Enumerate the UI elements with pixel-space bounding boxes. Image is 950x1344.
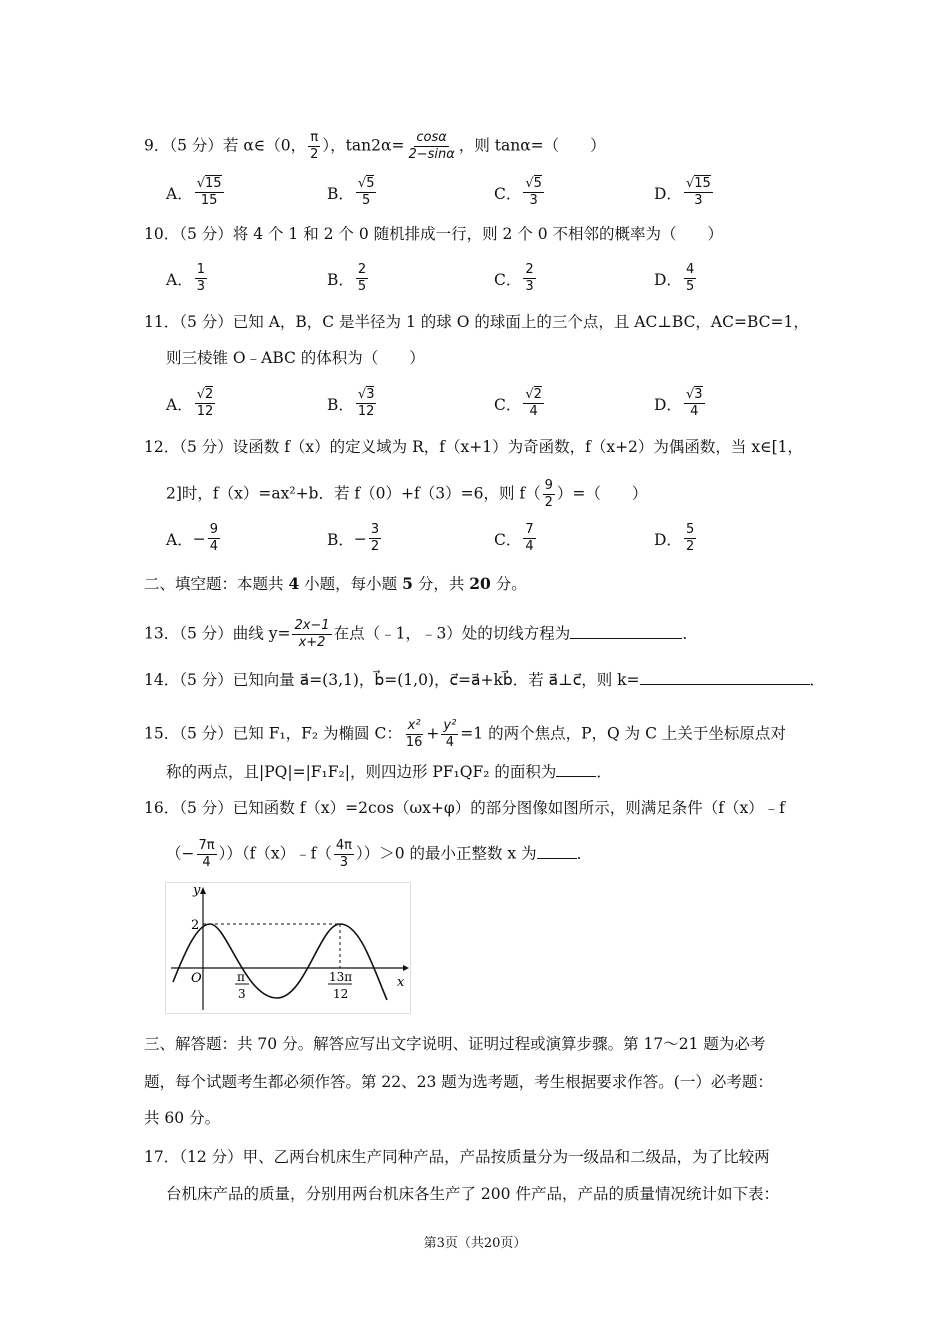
option-num: √5 bbox=[357, 176, 375, 191]
tick-1-numerator: π bbox=[237, 970, 245, 984]
q13-frac-num: 2x−1 bbox=[294, 618, 330, 633]
question-11-line1: 11．（5 分）已知 A，B，C 是半径为 1 的球 O 的球面上的三个点，且 AC⊥BC，AC=BC=1， bbox=[144, 313, 809, 331]
q14-end: ． bbox=[809, 671, 826, 689]
option-label: A． bbox=[166, 395, 193, 414]
q9-option-a[interactable] bbox=[166, 176, 226, 209]
option-den: 3 bbox=[525, 279, 534, 294]
option-label: B． bbox=[327, 270, 354, 289]
q9-end: ，则 tanα=（ ） bbox=[458, 136, 606, 155]
option-fraction bbox=[195, 176, 224, 209]
option-den: 5 bbox=[362, 193, 371, 208]
option-label: B． bbox=[327, 395, 354, 414]
q9-rhs-fraction bbox=[406, 130, 456, 163]
option-label: C． bbox=[494, 184, 522, 203]
q13-answer-blank[interactable] bbox=[570, 638, 682, 639]
q15-plus: + bbox=[426, 724, 440, 743]
q9-rhs-num: cosα bbox=[416, 130, 447, 145]
q11-option-a[interactable] bbox=[166, 387, 217, 420]
option-den: 4 bbox=[690, 404, 699, 419]
option-fraction bbox=[356, 387, 377, 420]
q14-answer-blank[interactable] bbox=[640, 684, 810, 685]
q15-f2-num: y² bbox=[443, 718, 457, 733]
option-num: 1 bbox=[196, 262, 205, 277]
option-fraction bbox=[356, 262, 368, 295]
option-den: 4 bbox=[209, 539, 218, 554]
q15-fraction-1 bbox=[404, 718, 425, 751]
option-num: 5 bbox=[685, 522, 695, 537]
origin-label: O bbox=[191, 971, 202, 986]
q15-line2-text: 称的两点，且|PQ|=|F₁F₂|，则四边形 PF₁QF₂ 的面积为 bbox=[166, 763, 557, 781]
q16-cosine-graph bbox=[165, 882, 411, 1014]
option-den: 4 bbox=[525, 539, 534, 554]
option-num: √5 bbox=[525, 176, 542, 191]
option-fraction bbox=[684, 387, 705, 420]
question-17-line2: 台机床产品的质量，分别用两台机床各生产了 200 件产品，产品的质量情况统计如下表： bbox=[166, 1185, 779, 1203]
question-11-line2: 则三棱锥 O﹣ABC 的体积为（ ） bbox=[166, 349, 425, 367]
option-den: 4 bbox=[529, 404, 538, 419]
q13-pre: 13．（5 分）曲线 y= bbox=[144, 624, 291, 643]
option-fraction bbox=[523, 262, 535, 295]
radicand: 5 bbox=[533, 176, 542, 191]
s2-each: 5 bbox=[402, 574, 413, 593]
section-3-line1: 三、解答题：共 70 分。解答应写出文字说明、证明过程或演算步骤。第 17～21 题为必考 bbox=[144, 1035, 766, 1053]
max-value-label: 2 bbox=[191, 918, 200, 933]
option-num: √3 bbox=[357, 387, 375, 402]
s2-total: 20 bbox=[469, 574, 491, 593]
q13-end: ． bbox=[682, 624, 698, 643]
option-den: 12 bbox=[196, 404, 214, 419]
q9-option-d[interactable] bbox=[654, 176, 715, 209]
option-label: A． bbox=[166, 270, 193, 289]
option-num: 4 bbox=[685, 262, 695, 277]
q10-option-b[interactable] bbox=[327, 262, 370, 295]
radicand: 5 bbox=[366, 176, 375, 191]
option-num: 2 bbox=[357, 262, 367, 277]
q15-end: ． bbox=[596, 763, 612, 781]
option-fraction bbox=[195, 387, 216, 420]
question-16-line2 bbox=[166, 838, 592, 871]
q12-fraction bbox=[543, 478, 555, 511]
option-num: √3 bbox=[685, 387, 703, 402]
option-label: C． bbox=[494, 270, 522, 289]
question-9 bbox=[144, 130, 606, 163]
option-label: D． bbox=[654, 270, 682, 289]
q11-option-d[interactable] bbox=[654, 387, 707, 420]
option-den: 15 bbox=[200, 193, 218, 208]
option-fraction bbox=[684, 522, 696, 555]
q16-answer-blank[interactable] bbox=[537, 858, 577, 859]
option-label: D． bbox=[654, 395, 682, 414]
q14-text: 14．（5 分）已知向量 a⃗=(3,1)，b⃗=(1,0)，c⃗=a⃗+kb⃗．若 a⃗⊥c⃗，则 k= bbox=[144, 671, 640, 689]
q9-option-c[interactable] bbox=[494, 176, 546, 209]
q12-line2-start: 2]时，f（x）=ax²+b．若 f（0）+f（3）=6，则 f（ bbox=[166, 484, 541, 503]
q16-line2-end: ））＞0 的最小正整数 x 为 bbox=[355, 844, 537, 863]
option-den: 5 bbox=[685, 279, 695, 294]
s2-mid2: 分，共 bbox=[412, 575, 470, 593]
option-fraction bbox=[523, 176, 544, 209]
q11-option-c[interactable] bbox=[494, 387, 546, 420]
option-sign: − bbox=[192, 529, 206, 548]
q15-pre: 15．（5 分）已知 F₁，F₂ 为椭圆 C： bbox=[144, 724, 402, 743]
q16-f1-num: 7π bbox=[198, 838, 215, 853]
option-num: 9 bbox=[209, 522, 218, 537]
q10-option-c[interactable] bbox=[494, 262, 538, 295]
question-12-line1: 12．（5 分）设函数 f（x）的定义域为 R，f（x+1）为奇函数，f（x+2）为偶函数，当 x∈[1， bbox=[144, 438, 803, 456]
q13-post: 在点（﹣1，﹣3）处的切线方程为 bbox=[333, 624, 571, 643]
option-num: 7 bbox=[525, 522, 534, 537]
option-label: B． bbox=[327, 184, 354, 203]
q9-middle: ），tan2α= bbox=[322, 136, 405, 155]
q12-frac-num: 9 bbox=[544, 478, 553, 493]
option-sign: − bbox=[353, 529, 367, 548]
q16-end: ． bbox=[576, 844, 593, 863]
option-den: 2 bbox=[370, 539, 380, 554]
option-label: C． bbox=[494, 395, 522, 414]
option-label: D． bbox=[654, 184, 682, 203]
option-den: 2 bbox=[685, 539, 695, 554]
option-fraction bbox=[195, 262, 207, 295]
question-15-line2 bbox=[166, 762, 612, 782]
y-axis-label: y bbox=[193, 883, 201, 898]
option-num: 2 bbox=[525, 262, 534, 277]
q12-option-b[interactable] bbox=[327, 522, 383, 555]
q16-line2-start: （− bbox=[166, 844, 195, 863]
section-3-line3: 共 60 分。 bbox=[144, 1109, 221, 1127]
q16-fraction-1 bbox=[197, 838, 217, 871]
q15-answer-blank[interactable] bbox=[556, 776, 596, 777]
option-den: 3 bbox=[196, 279, 205, 294]
q16-line2-middle: ））（f（x）﹣f（ bbox=[218, 844, 332, 863]
q16-f2-num: 4π bbox=[335, 838, 352, 853]
q15-fraction-2 bbox=[441, 718, 458, 751]
option-fraction bbox=[523, 387, 544, 420]
option-label: A． bbox=[166, 184, 193, 203]
question-12-line2 bbox=[166, 478, 647, 511]
tick-1-denominator: 3 bbox=[238, 987, 246, 1001]
option-num: √15 bbox=[196, 176, 222, 191]
q9-interval-fraction bbox=[308, 130, 320, 163]
q16-f1-den: 4 bbox=[202, 855, 211, 870]
radicand: 15 bbox=[694, 176, 711, 191]
q11-option-b[interactable] bbox=[327, 387, 378, 420]
option-fraction bbox=[684, 262, 696, 295]
q15-f2-den: 4 bbox=[445, 735, 454, 750]
option-den: 12 bbox=[357, 404, 375, 419]
option-fraction bbox=[208, 522, 220, 555]
option-label: B． bbox=[327, 530, 354, 549]
option-fraction bbox=[523, 522, 535, 555]
q9-option-b[interactable] bbox=[327, 176, 378, 209]
s2-count: 4 bbox=[288, 574, 300, 593]
radicand: 15 bbox=[205, 176, 222, 191]
question-13 bbox=[144, 618, 698, 651]
q15-post: =1 的两个焦点，P，Q 为 C 上关于坐标原点对 bbox=[460, 724, 786, 743]
option-den: 3 bbox=[529, 193, 538, 208]
option-num: √2 bbox=[196, 387, 214, 402]
option-den: 3 bbox=[694, 193, 703, 208]
q9-stem: 9．（5 分）若 α∈（0， bbox=[144, 136, 307, 155]
option-label: A． bbox=[166, 530, 193, 549]
question-17-line1: 17．（12 分）甲、乙两台机床生产同种产品，产品按质量分为一级品和二级品，为了比较两 bbox=[144, 1148, 770, 1166]
question-14 bbox=[144, 670, 825, 690]
option-num: 3 bbox=[370, 522, 380, 537]
q13-fraction bbox=[292, 618, 331, 651]
option-fraction bbox=[356, 176, 377, 209]
radicand: 2 bbox=[205, 387, 214, 402]
question-16-line1: 16．（5 分）已知函数 f（x）=2cos（ωx+φ）的部分图像如图所示，则满足条件（f（x）﹣f bbox=[144, 799, 785, 817]
option-fraction bbox=[684, 176, 713, 209]
radicand: 3 bbox=[366, 387, 375, 402]
option-den: 5 bbox=[357, 279, 367, 294]
option-fraction bbox=[369, 522, 381, 555]
option-label: C． bbox=[494, 530, 522, 549]
q9-rhs-den: 2−sinα bbox=[408, 147, 455, 162]
q9-frac-num: π bbox=[310, 130, 319, 145]
q16-f2-den: 3 bbox=[339, 855, 349, 870]
q9-frac-den: 2 bbox=[310, 147, 319, 162]
q10-option-a[interactable] bbox=[166, 262, 209, 295]
q12-line2-end: ）=（ ） bbox=[556, 484, 648, 503]
radicand: 3 bbox=[694, 387, 703, 402]
q12-option-c[interactable] bbox=[494, 522, 538, 555]
q12-frac-den: 2 bbox=[544, 495, 553, 510]
q13-frac-den: x+2 bbox=[298, 635, 326, 650]
section-3-line2: 题，每个试题考生都必须作答。第 22、23 题为选考题，考生根据要求作答。(一）必考题： bbox=[144, 1073, 773, 1091]
option-label: D． bbox=[654, 530, 682, 549]
q15-f1-num: x² bbox=[407, 718, 421, 733]
radicand: 2 bbox=[533, 387, 542, 402]
tick-2-numerator: 13π bbox=[329, 970, 353, 984]
x-axis-label: x bbox=[397, 975, 405, 990]
tick-2-denominator: 12 bbox=[333, 987, 349, 1001]
s2-pre: 二、填空题：本题共 bbox=[144, 575, 289, 593]
page-footer: 第3页（共20页） bbox=[423, 1236, 527, 1251]
option-num: √2 bbox=[525, 387, 542, 402]
question-15-line1 bbox=[144, 718, 786, 751]
option-num: √15 bbox=[685, 176, 711, 191]
question-10: 10．（5 分）将 4 个 1 和 2 个 0 随机排成一行，则 2 个 0 不相邻的概率为（ ） bbox=[144, 225, 724, 243]
q15-f1-den: 16 bbox=[405, 735, 423, 750]
q10-option-d[interactable] bbox=[654, 262, 698, 295]
q12-option-a[interactable] bbox=[166, 522, 222, 555]
s2-post: 分。 bbox=[490, 575, 527, 593]
q16-fraction-2 bbox=[334, 838, 354, 871]
q12-option-d[interactable] bbox=[654, 522, 698, 555]
section-2-heading bbox=[144, 572, 527, 594]
s2-mid1: 小题，每小题 bbox=[299, 575, 403, 593]
